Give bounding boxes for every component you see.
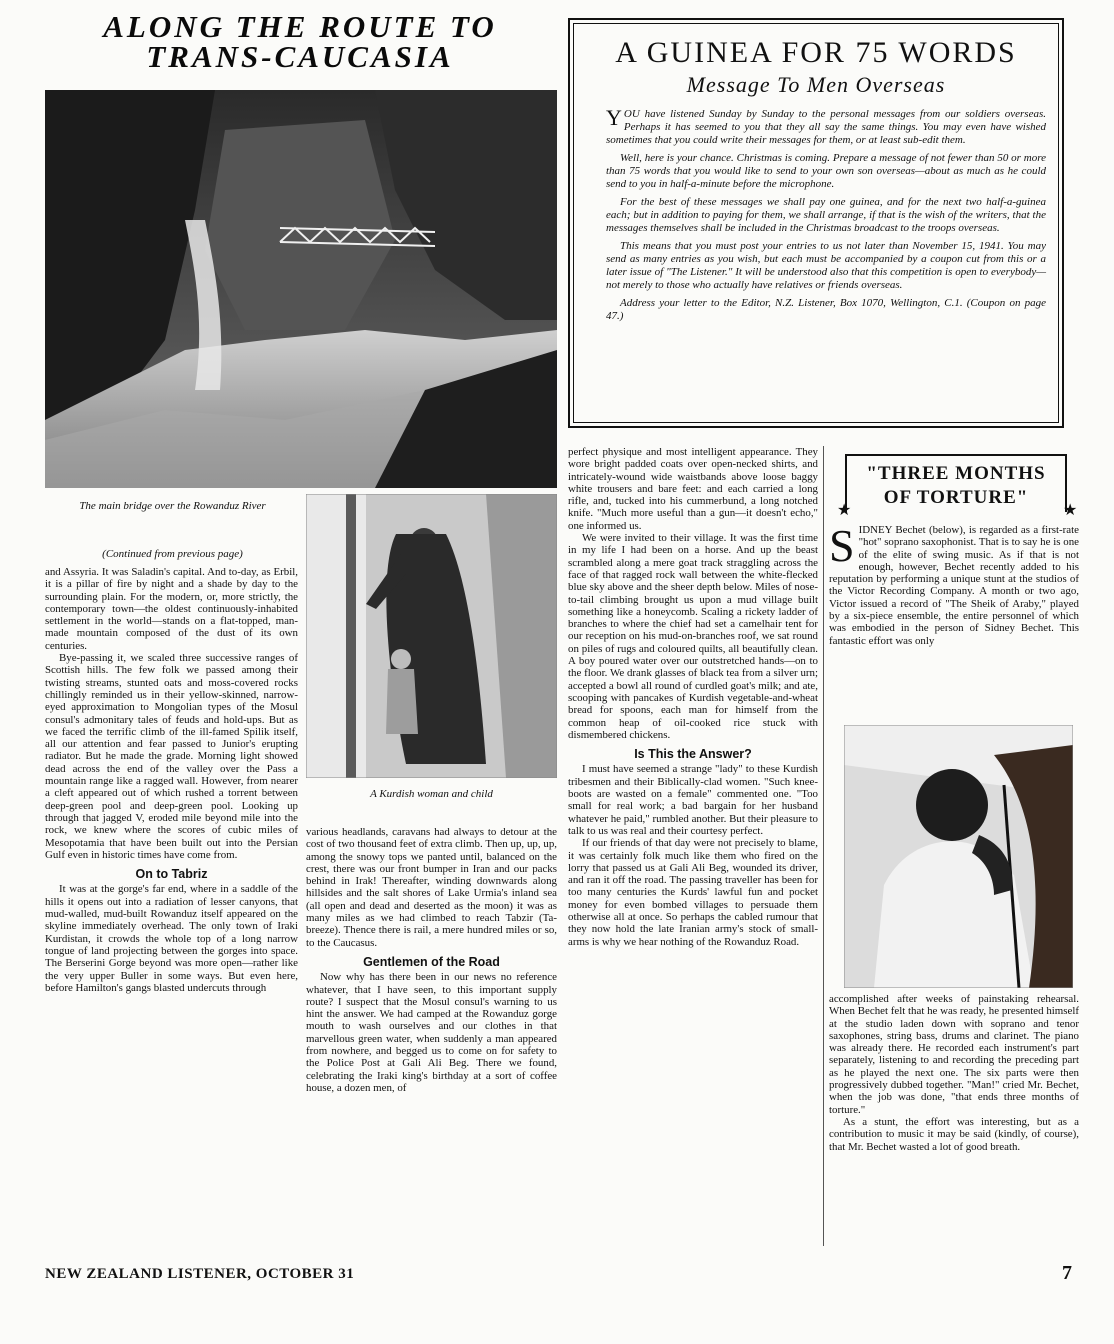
col2-paragraph: various headlands, caravans had always to detour at the cost of two thousand feet of extra climb. Then up, up, up, among the snowy tops we panted until, balanced on the crest, there was our front bumper in Iran and our packs behind in Irak! Thereafter, winding downwards along hillsides and the salt shores of Lake Urmia's inland sea (all open and dead and deserted as the moon) it was as many miles as we had climbed to reach Tabzir (Ta-breeze). Thence there is rail, a mere hundred miles or so, to the Caucasus. bbox=[306, 826, 557, 949]
torture-title-line-2: OF TORTURE" bbox=[883, 487, 1029, 508]
column-2-text bbox=[306, 826, 557, 1094]
col3-paragraph: If our friends of that day were not precisely to blame, it was certainly folk much like them who fired on the lorry that passed us at Gali Ali Beg, wounded its driver, and ran it off the road. The passing traveller has been for too many centuries the Kurds' lawful fun and pocket money for even bombed villages to persuade them otherwise all at once. So perhaps the cabled rumour that they now hold the late Iranian army's stock of small-arms is why we hear nothing of the Rowanduz Road. bbox=[568, 837, 818, 948]
guinea-paragraph: Address your letter to the Editor, N.Z. Listener, Box 1070, Wellington, C.1. (Coupon on page 47.) bbox=[606, 297, 1046, 322]
subhead-gentlemen: Gentlemen of the Road bbox=[363, 954, 500, 969]
column-3-text bbox=[568, 446, 818, 948]
kurdish-woman-photo bbox=[306, 494, 557, 778]
torture-title-line-1: "THREE MONTHS bbox=[866, 463, 1046, 484]
col1-paragraph: and Assyria. It was Saladin's capital. And to-day, as Erbil, it is a pillar of fire by night and a shade by day to the surrounding plain. For the modern, or, more strictly, the contemporary town—the oldest continuously-inhabited settlement in the world—stands on a flat-topped, man-made mountain composed of the dust of its own centuries. bbox=[45, 566, 298, 652]
column-1-text bbox=[45, 566, 298, 994]
column-divider bbox=[823, 446, 824, 1246]
col1-paragraph: It was at the gorge's far end, where in a saddle of the hills it opens out into a radiation of lesser canyons, that mud-walled, mud-built Rowanduz itself appeared on the skyline immediately overhead. The only town of Iraki Kurdistan, it crowds the whole top of a long narrow tongue of land projecting between the gorges into space. The Berserini Gorge beyond was more open—rather like the very upper Buller in some ways. But even here, before Hamilton's gangs blasted undercuts through bbox=[45, 883, 298, 994]
subhead-answer: Is This the Answer? bbox=[634, 747, 752, 762]
torture-first-paragraph: IDNEY Bechet (below), is regarded as a first-rate "hot" soprano saxophonist. That is to say he is one of the elite of swing music. As if that is not enough, however, Bechet recently added to his reputation by performing a unique stunt at the studios of the Victor Recording Company. A month or two ago, Victor issued a record of "The Sheik of Araby," played by a six-piece ensemble, the entire personnel of which was embodied in the person of Sidney Bechet. This fantastic effort was only bbox=[829, 524, 1079, 647]
guinea-title: A GUINEA FOR 75 WORDS bbox=[615, 36, 1017, 69]
guinea-subtitle: Message To Men Overseas bbox=[686, 72, 946, 97]
torture-body bbox=[829, 993, 1079, 1153]
guinea-first-paragraph: OU have listened Sunday by Sunday to the personal messages from our soldiers overseas. Perhaps it has seemed to you that they all say the same things. You may even have wished sometimes that you could write their messages for them, or at least sub-edit them. bbox=[606, 108, 1046, 146]
bridge-photo-image bbox=[45, 90, 557, 488]
guinea-competition-box bbox=[568, 18, 1064, 428]
guinea-paragraph: This means that you must post your entries to us not later than November 15, 1941. You may send as many entries as you wish, but each must be accompanied by a coupon cut from this or a later issue of "The Listener." It will be understood also that this competition is open to everybody—not merely to those who actually have relatives or friends overseas. bbox=[606, 240, 1046, 291]
subhead-tabriz: On to Tabriz bbox=[135, 867, 208, 882]
col3-paragraph: We were invited to their village. It was the first time in my life I had been on a horse. And up the beast scrambled along a mere goat track straggling across the face of that ragged rock wall between the white-flecked blue sky above and the sheer depth below. Miles of nose-to-tail climbing brought us upon a mud village built something like a honeycomb. Scaling a rickety ladder of branches to where the chief had set a camelhair tent for our reception on his mud-on-branches roof, we sat round on piles of rugs and coloured quilts, all beautifully clean. A boy poured water over our outstretched hands—on to the floor. We drank glasses of black tea from a silver urn; accepted a bowl all round of curdled goat's milk; and ate, scooping with pancakes of Kurdish vegetable-and-wheat bread for spoons, each man for himself from the common heap of oil-cooked rice stuck with dismembered chickens. bbox=[568, 532, 818, 741]
torture-title bbox=[832, 462, 1080, 510]
star-icon: ★ bbox=[1063, 502, 1078, 519]
torture-paragraph: accomplished after weeks of painstaking rehearsal. When Bechet felt that he was ready, he presented himself at the studio laden down with soprano and tenor saxophones, string bass, drums and clarinet. The piano was already there. He recorded each instrument's part separately, listening to and recording the preceding part as he played the next one. The six parts were then progressively dubbed together. "Man!" cried Mr. Bechet, when the job was done, "that ends three months of torture." bbox=[829, 993, 1079, 1116]
bechet-photo bbox=[844, 725, 1073, 988]
torture-intro bbox=[829, 520, 1079, 647]
bechet-photo-image bbox=[844, 725, 1073, 988]
col1-paragraph: Bye-passing it, we scaled three successive ranges of Scottish hills. The few folk we passed among their twisting streams, stunted oats and moss-covered rocks chillingly reminded us in their yellow-skinned, narrow-eyed approximation to Mongolian types of the Mosul consul's admonitary tales of feuds and hold-ups. But as we faced the terrific climb of the ill-famed Spilik itself, all our attention and fear passed to Junior's erupting radiator. But he made the grade. Morning light showed dead across the end of the valley over the Pass a mountain range like a ragged wall. However, from nearer a cleft appeared out of which rushed a torrent between deep-green pool and deep-green pool. Looking up through that jagged V, eroded mile beyond mile into the rock, we knew where the scores of cubic miles of Mesopotamia that have been built out into the Persian Gulf even in historic times have come from. bbox=[45, 652, 298, 861]
footer-publication: NEW ZEALAND LISTENER, OCTOBER 31 bbox=[45, 1266, 355, 1282]
col3-paragraph: perfect physique and most intelligent appearance. They wore bright padded coats over open-necked shirts, and intricately-wound wide waistbands above loose baggy white trousers and bare feet: and each carried a long rifle, and, tucked into his cummerbund, a long notched knife. "Much more useful than a gun—it doesn't echo," one informed us. bbox=[568, 446, 818, 532]
torture-paragraph: As a stunt, the effort was interesting, but as a contribution to music it may be said (kindly, of course), that Mr. Bechet wasted a lot of good breath. bbox=[829, 1115, 1079, 1153]
bridge-photo-caption: The main bridge over the Rowanduz River bbox=[79, 500, 266, 512]
continued-note: (Continued from previous page) bbox=[102, 548, 243, 560]
guinea-body bbox=[606, 105, 1046, 323]
page-number: 7 bbox=[1062, 1262, 1072, 1284]
article-headline bbox=[40, 9, 560, 74]
col3-paragraph: I must have seemed a strange "lady" to these Kurdish tribesmen and their Biblically-clad women. "Such knee-boots are wasted on a female" commented one. "Too small for real work; a bad bargain for her husband whatever he paid," rumbled another. But their pleasure to talk to us was real and their courtesy perfect. bbox=[568, 763, 818, 837]
headline-line-1: ALONG THE ROUTE TO bbox=[103, 9, 497, 44]
kurdish-woman-caption: A Kurdish woman and child bbox=[370, 788, 493, 800]
guinea-paragraph: Well, here is your chance. Christmas is coming. Prepare a message of not fewer than 50 or more than 75 words that you would like to send to your own son overseas—about as much as he could send to you in half-a-minute before the microphone. bbox=[606, 152, 1046, 190]
guinea-paragraph: For the best of these messages we shall pay one guinea, and for the next two half-a-guinea each; but in addition to paying for them, we shall arrange, if that is the wish of the writers, that the messages themselves shall be included in the Christmas broadcast to the troops overseas. bbox=[606, 196, 1046, 234]
headline-line-2: TRANS-CAUCASIA bbox=[146, 39, 454, 74]
col2-paragraph: Now why has there been in our news no reference whatever, that I have seen, to this important supply route? I suspect that the Mosul consul's warning to us hint the answer. We had camped at the Rowanduz gorge mouth to wash ourselves and our clothes in that marvellous green water, when suddenly a man appeared from nowhere, and begged us to come on for safety to the Police Post at Gali Ali Beg. There we found, celebrating the Iraki king's birthday at a sort of coffee house, a dozen men, of bbox=[306, 971, 557, 1094]
bridge-photo bbox=[45, 90, 557, 488]
torture-dropcap: S bbox=[829, 520, 855, 571]
guinea-dropcap: Y bbox=[606, 105, 622, 130]
star-icon: ★ bbox=[837, 502, 852, 519]
kurdish-woman-image bbox=[306, 494, 557, 778]
